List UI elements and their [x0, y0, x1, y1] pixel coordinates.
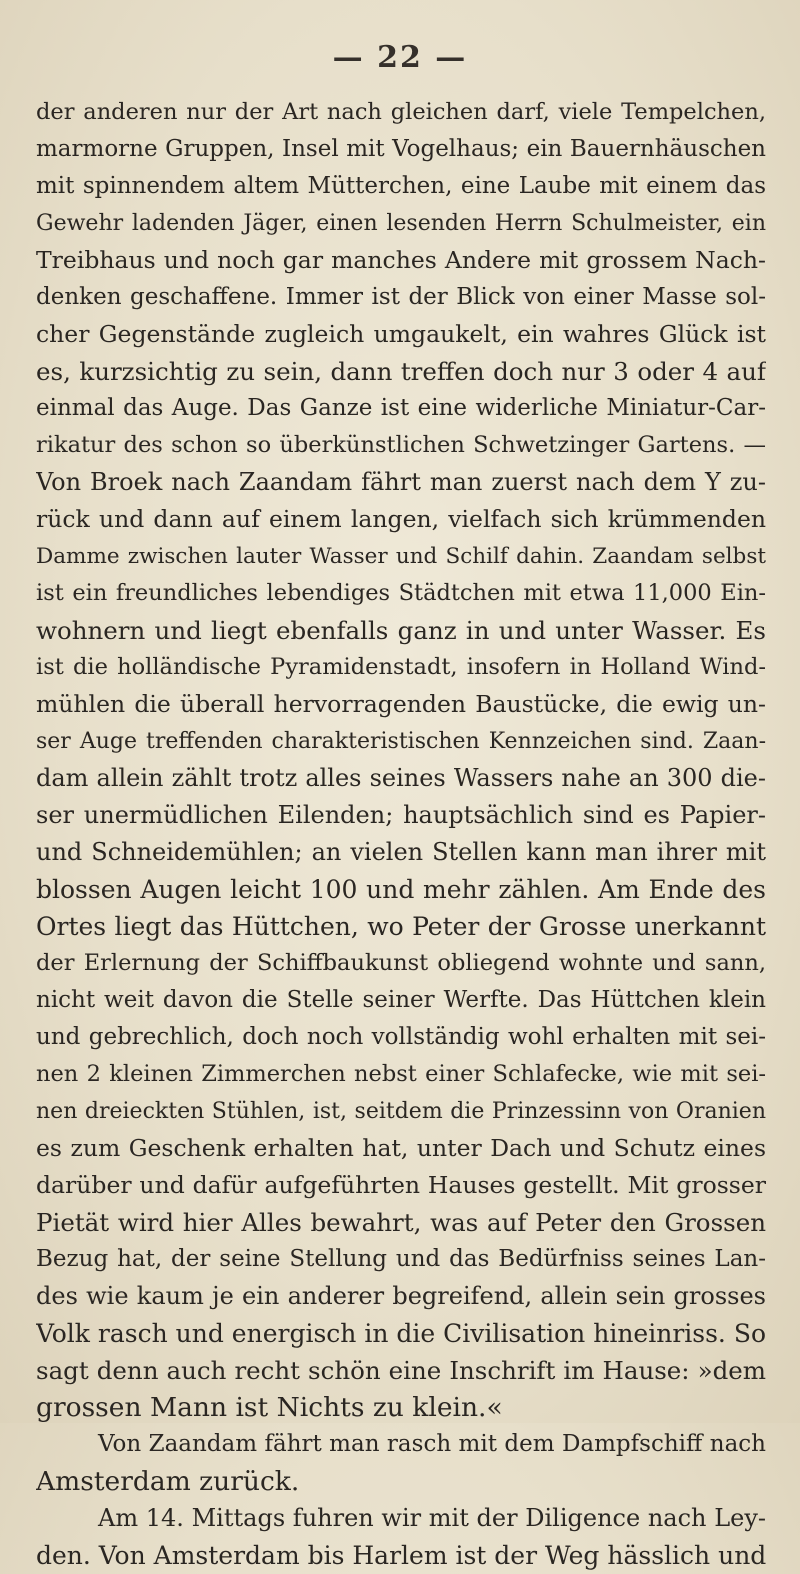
text-line: ser Auge treffenden charakteristischen Kennzeichen sind. Zaan-: [36, 729, 766, 754]
body-text: [36, 94, 766, 1574]
text-line: des wie kaum je ein anderer begreifend, allein sein grosses: [36, 1282, 766, 1310]
text-line: ser unermüdlichen Eilenden; hauptsächlich sind es Papier-: [36, 801, 766, 829]
text-line: den. Von Amsterdam bis Harlem ist der Weg hässlich und: [36, 1541, 766, 1570]
text-line: Gewehr ladenden Jäger, einen lesenden Herrn Schulmeister, ein: [36, 211, 766, 236]
text-line: nen 2 kleinen Zimmerchen nebst einer Schlafecke, wie mit sei-: [36, 1061, 766, 1087]
text-line: der Erlernung der Schiffbaukunst obliegend wohnte und sann,: [36, 950, 766, 976]
text-line: Volk rasch und energisch in die Civilisation hineinriss. So: [36, 1319, 766, 1348]
text-line: sagt denn auch recht schön eine Inschrift im Hause: »dem: [36, 1356, 766, 1385]
text-line: dam allein zählt trotz alles seines Wassers nahe an 300 die-: [36, 764, 766, 792]
text-line: es, kurzsichtig zu sein, dann treffen doch nur 3 oder 4 auf: [36, 357, 766, 386]
text-line: denken geschaffene. Immer ist der Blick von einer Masse sol-: [36, 284, 766, 310]
text-line: rück und dann auf einem langen, vielfach sich krümmenden: [36, 505, 766, 533]
text-line: Ortes liegt das Hüttchen, wo Peter der Grosse unerkannt: [36, 912, 766, 941]
text-line: Treibhaus und noch gar manches Andere mit grossem Nach-: [36, 246, 766, 274]
text-line: es zum Geschenk erhalten hat, unter Dach und Schutz eines: [36, 1134, 766, 1162]
text-line: Damme zwischen lauter Wasser und Schilf dahin. Zaandam selbst: [36, 544, 766, 569]
text-line: Von Broek nach Zaandam fährt man zuerst nach dem Y zu-: [36, 468, 766, 496]
text-line: der anderen nur der Art nach gleichen darf, viele Tempelchen,: [36, 99, 766, 125]
text-line: Pietät wird hier Alles bewahrt, was auf Peter den Grossen: [36, 1208, 766, 1237]
text-line: cher Gegenstände zugleich umgaukelt, ein wahres Glück ist: [36, 320, 766, 348]
text-line: rikatur des schon so überkünstlichen Schwetzinger Gartens. —: [36, 432, 766, 458]
text-line: mühlen die überall hervorragenden Baustücke, die ewig un-: [36, 690, 766, 718]
text-line: mit spinnendem altem Mütterchen, eine Laube mit einem das: [36, 173, 766, 199]
text-line: nen dreieckten Stühlen, ist, seitdem die Prinzessinn von Oranien: [36, 1099, 766, 1124]
text-line: Amsterdam zurück.: [36, 1466, 300, 1497]
text-line: und Schneidemühlen; an vielen Stellen kann man ihrer mit: [36, 838, 766, 866]
text-line: Am 14. Mittags fuhren wir mit der Diligence nach Ley-: [98, 1504, 766, 1532]
text-line: ist ein freundliches lebendiges Städtchen mit etwa 11,000 Ein-: [36, 580, 766, 606]
text-line: Bezug hat, der seine Stellung und das Bedürfniss seines Lan-: [36, 1246, 766, 1272]
text-line: marmorne Gruppen, Insel mit Vogelhaus; ein Bauernhäuschen: [36, 136, 766, 162]
text-line: und gebrechlich, doch noch vollständig wohl erhalten mit sei-: [36, 1024, 766, 1050]
page-number: — 22 —: [332, 40, 468, 75]
text-line: ist die holländische Pyramidenstadt, insofern in Holland Wind-: [36, 654, 766, 680]
text-line: Von Zaandam fährt man rasch mit dem Dampfschiff nach: [98, 1431, 766, 1457]
text-line: einmal das Auge. Das Ganze ist eine widerliche Miniatur-Car-: [36, 395, 766, 421]
text-line: wohnern und liegt ebenfalls ganz in und unter Wasser. Es: [36, 616, 766, 645]
text-line: blossen Augen leicht 100 und mehr zählen. Am Ende des: [36, 875, 766, 904]
text-line: darüber und dafür aufgeführten Hauses gestellt. Mit grosser: [36, 1171, 766, 1199]
text-line: nicht weit davon die Stelle seiner Werfte. Das Hüttchen klein: [36, 987, 766, 1013]
text-line: grossen Mann ist Nichts zu klein.«: [36, 1392, 503, 1423]
